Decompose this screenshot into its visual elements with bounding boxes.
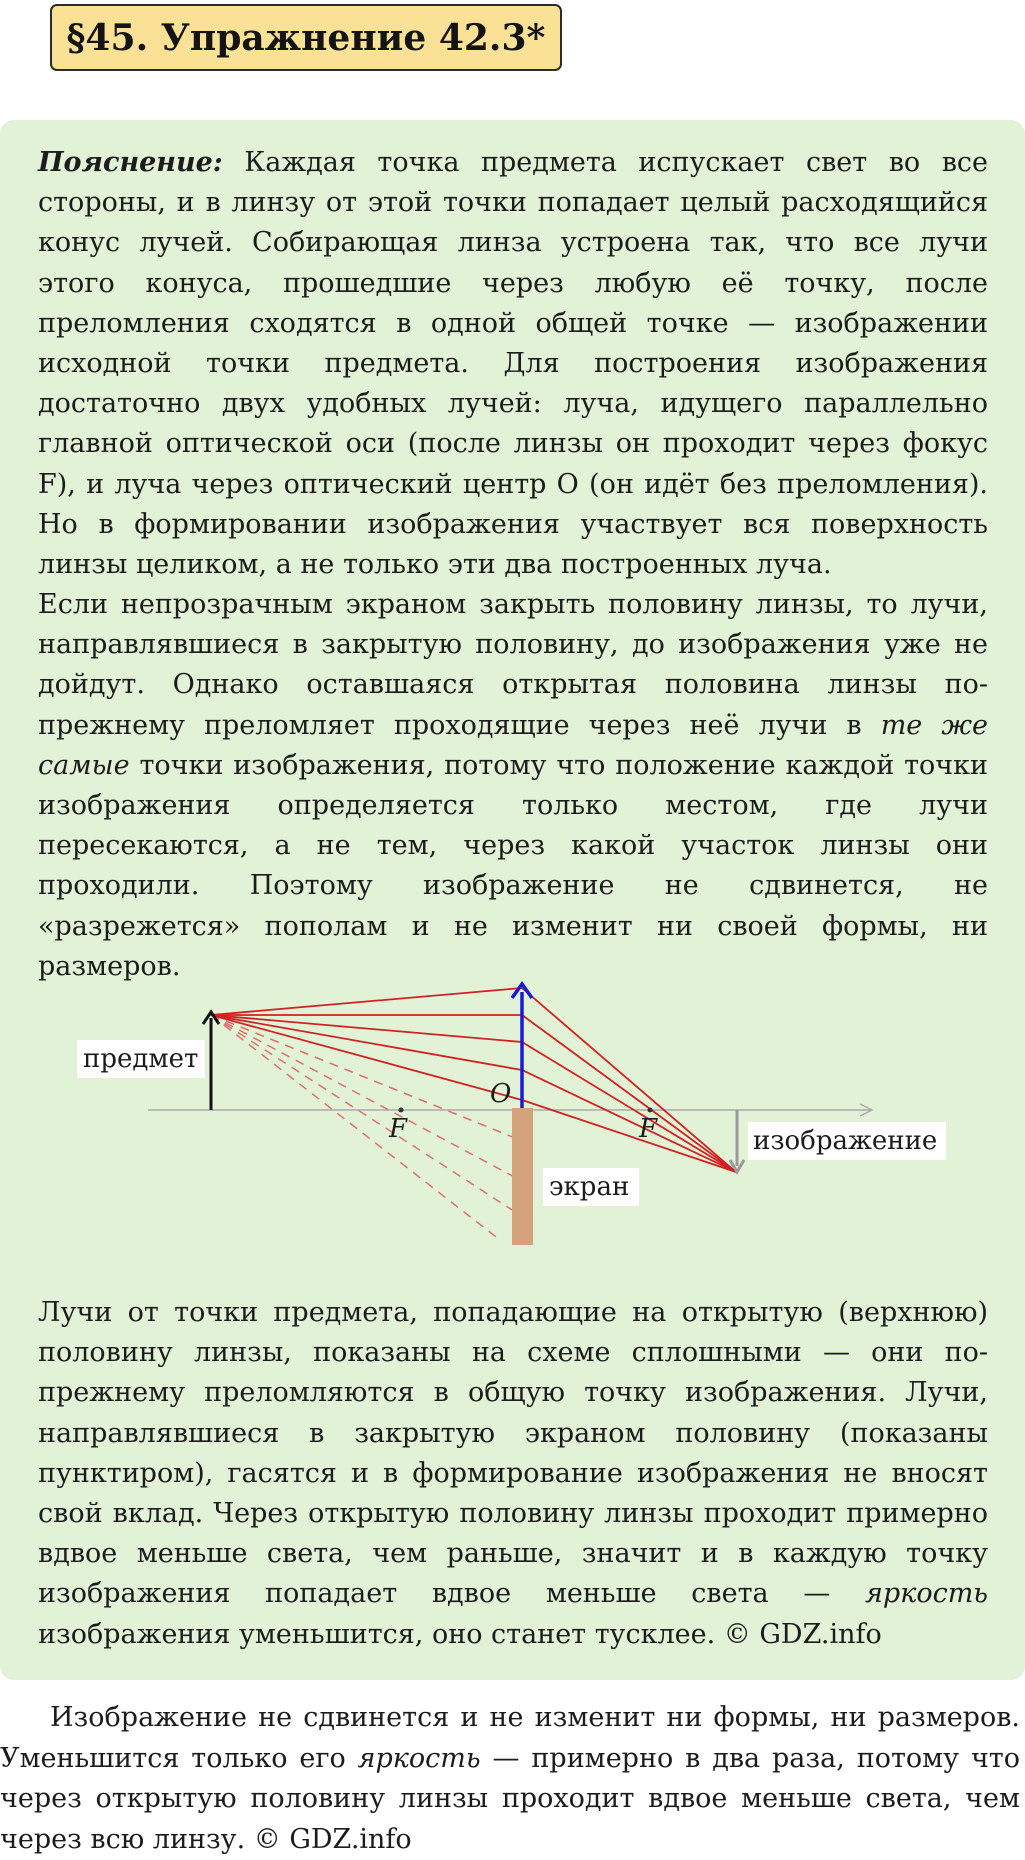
focus-label-right: F	[639, 1114, 658, 1144]
explanation-text-1: Каждая точка предмета испускает свет во все стороны, и в линзу от этой точки попадает целый расходящийся конус лучей. Собирающая линза устроена так, что все лучи этого конуса, прошедшие через любую её точку, после преломления сходятся в одной общей точке — изображении исходной точки предмета. Для построения изображения достаточно двух удобных лучей: луча, идущего параллельно главной оптической оси (после линзы он проходит через фокус F), и луча через оптический центр O (он идёт без преломления). Но в формировании изображения участвует вся поверхность линзы целиком, а не только эти два построенных луча.	[38, 147, 988, 581]
lens-ray-diagram	[70, 975, 938, 1250]
explanation-text-2a: Если непрозрачным экраном закрыть половину линзы, то лучи, направлявшиеся в закрытую половину, до изображения уже не дойдут. Однако оставшаяся открытая половина линзы по-прежнему преломляет проходящие через неё лучи в	[38, 589, 988, 741]
answer-text-b: — примерно в два раза, потому что через открытую половину линзы проходит вдвое меньше света, чем через всю линзу. © GDZ.info	[0, 1742, 1020, 1855]
answer-paragraph	[0, 1698, 1020, 1860]
explanation-paragraph-3	[38, 1293, 988, 1655]
explanation-paragraph-1	[38, 143, 988, 585]
explanation-text-3b: изображения уменьшится, оно станет тусклее. © GDZ.info	[38, 1618, 882, 1650]
screen	[512, 1108, 533, 1245]
explanation-paragraph-2	[38, 585, 988, 987]
focus-point-right	[648, 1108, 653, 1113]
center-label: O	[490, 1079, 512, 1109]
explanation-text-3a: Лучи от точки предмета, попадающие на открытую (верхнюю) половину линзы, показаны на схеме сплошными — они по-прежнему преломляются в общую точку изображения. Лучи, направлявшиеся в закрытую экраном половину (показаны пунктиром), гасятся и в формирование изображения не вносят свой вклад. Через открытую половину линзы проходит примерно вдвое меньше света, чем раньше, значит и в каждую точку изображения попадает вдвое меньше света —	[38, 1297, 988, 1610]
answer-emphasis-brightness: яркость	[357, 1742, 481, 1774]
object-label: предмет	[83, 1044, 199, 1074]
answer-text-a: Изображение не сдвинется и не изменит ни формы, ни размеров. Уменьшится только его	[0, 1702, 1020, 1774]
image-label: изображение	[753, 1126, 938, 1156]
exercise-title: §45. Упражнение 42.3*	[50, 4, 562, 71]
explanation-emphasis-same: те же самые	[38, 709, 988, 781]
focus-label-left: F	[389, 1114, 408, 1144]
solid-rays	[211, 988, 736, 1172]
blocked-rays	[211, 1015, 520, 1240]
explanation-emphasis-brightness: яркость	[865, 1578, 988, 1610]
explanation-lead: Пояснение:	[38, 147, 223, 178]
explanation-text-2b: точки изображения, потому что положение каждой точки изображения определяется только местом, где лучи пересекаются, а не тем, через какой участок линзы они проходили. Поэтому изображение не сдвинется, не «разрежется» пополам и не изменит ни своей формы, ни размеров.	[38, 749, 988, 982]
screen-label: экран	[549, 1172, 630, 1202]
focus-point-left	[399, 1108, 404, 1113]
